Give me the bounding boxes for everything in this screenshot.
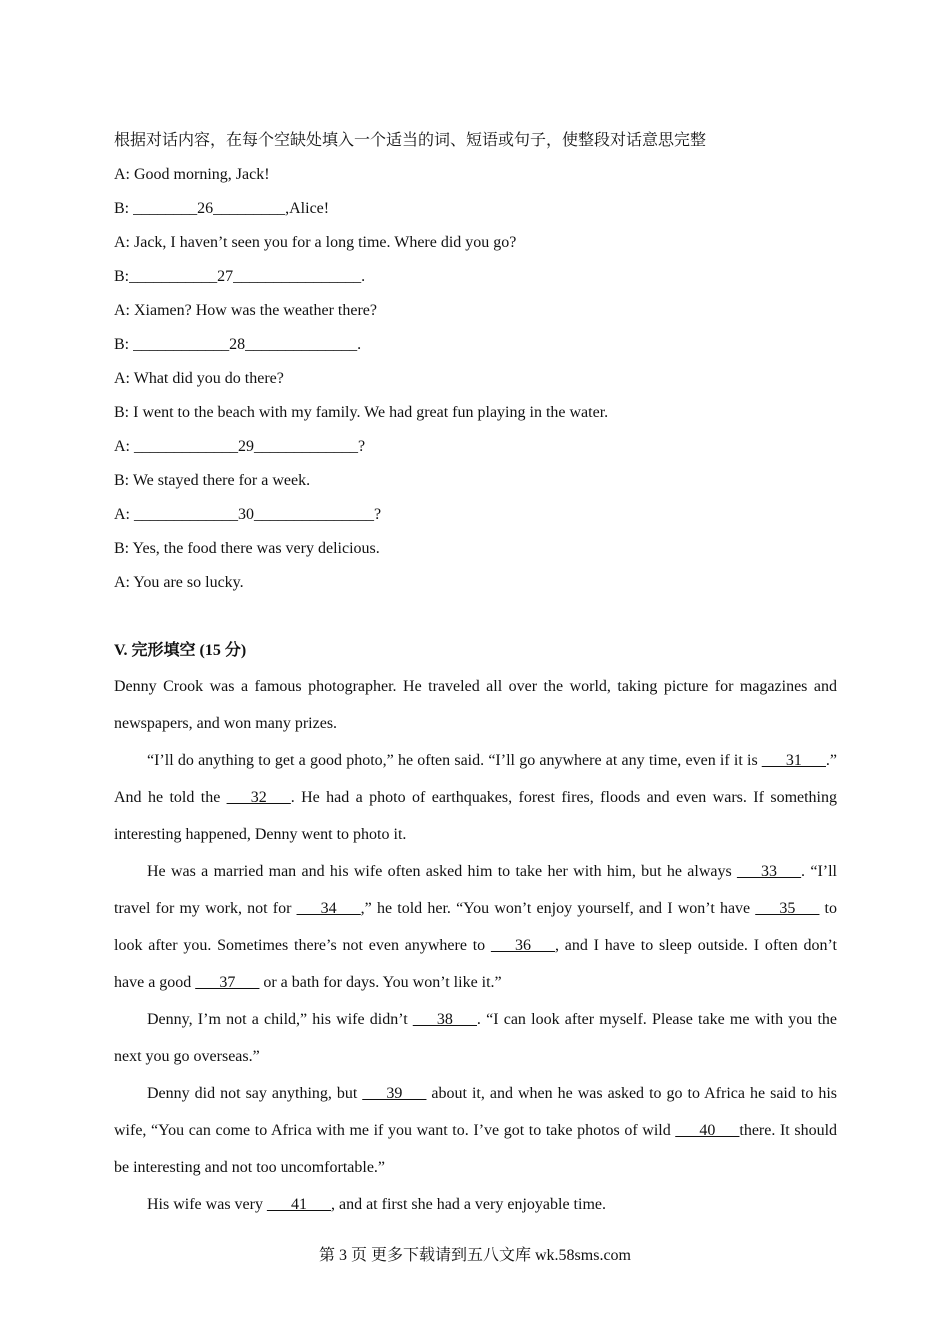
passage-paragraph-3 — [114, 853, 837, 1001]
text-span: , and at first she had a very enjoyable time. — [330, 1196, 606, 1213]
dialogue-line: B: ________26_________,Alice! — [114, 200, 330, 217]
dialogue-line: A: _____________29_____________? — [114, 438, 366, 455]
text-span: to look after you. Sometimes there’s not even anywhere to — [114, 900, 837, 954]
dialogue-line: A: You are so lucky. — [114, 574, 244, 591]
text-span: .” And he told the — [114, 752, 837, 806]
text-span: “I’ll do anything to get a good photo,” he often said. “I’ll go anywhere at any time, even if it is — [147, 752, 762, 769]
text-span: . “I can look after myself. Please take me with you the next you go overseas.” — [114, 1011, 838, 1065]
passage-paragraph-4 — [114, 1001, 837, 1075]
section-title: V. 完形填空 (15 分) — [114, 642, 247, 659]
passage-paragraph-6 — [114, 1186, 837, 1223]
blank-38: ___38___ — [412, 1011, 477, 1028]
passage-paragraph-1: Denny Crook was a famous photographer. He traveled all over the world, taking picture for magazines and newspapers, and won many prizes. — [114, 678, 837, 732]
text-span: about it, and when he was asked to go to Africa he said to his wife, “You can come to Africa with me if you want to. I’ve got to take photos of wild — [114, 1085, 838, 1139]
blank-39: ___39___ — [362, 1085, 427, 1102]
text-span: Denny did not say anything, but — [147, 1085, 363, 1102]
text-span: ,” he told her. “You won’t enjoy yourself, and I won’t have — [360, 900, 756, 917]
passage-paragraph-2 — [114, 742, 837, 853]
text-span: . He had a photo of earthquakes, forest fires, floods and even wars. If something interesting happened, Denny went to photo it. — [114, 789, 837, 843]
dialogue-line: B: I went to the beach with my family. We had great fun playing in the water. — [114, 404, 609, 421]
blank-40: ___40___ — [675, 1122, 740, 1139]
dialogue-line: A: Jack, I haven’t seen you for a long time. Where did you go? — [114, 234, 517, 251]
dialogue-line: A: Good morning, Jack! — [114, 166, 270, 183]
dialogue — [114, 158, 837, 600]
dialogue-line: A: Xiamen? How was the weather there? — [114, 302, 377, 319]
page-content — [114, 124, 837, 1223]
text-span: , and I have to sleep outside. I often don’t have a good — [114, 937, 837, 991]
page-footer: 第 3 页 更多下载请到五八文库 wk.58sms.com — [318, 1247, 631, 1264]
text-span: He was a married man and his wife often asked him to take her with him, but he always — [147, 863, 738, 880]
blank-34: ___34___ — [296, 900, 361, 917]
blank-31: ___31___ — [761, 752, 826, 769]
blank-35: ___35___ — [755, 900, 820, 917]
dialogue-instruction: 根据对话内容，在每个空缺处填入一个适当的词、短语或句子，使整段对话意思完整 — [114, 132, 707, 149]
dialogue-line: A: _____________30_______________? — [114, 506, 382, 523]
cloze-passage — [114, 668, 837, 1223]
dialogue-line: B:___________27________________. — [114, 268, 366, 285]
passage-paragraph-5 — [114, 1075, 837, 1186]
blank-41: ___41___ — [266, 1196, 331, 1213]
text-span: . “I’ll travel for my work, not for — [114, 863, 838, 917]
dialogue-line: B: Yes, the food there was very delicious. — [114, 540, 380, 557]
text-span: His wife was very — [147, 1196, 267, 1213]
blank-33: ___33___ — [737, 863, 802, 880]
text-span: Denny, I’m not a child,” his wife didn’t — [147, 1011, 413, 1028]
blank-37: ___37___ — [195, 974, 260, 991]
dialogue-line: A: What did you do there? — [114, 370, 284, 387]
blank-36: ___36___ — [490, 937, 555, 954]
blank-32: ___32___ — [226, 789, 291, 806]
text-span: there. It should be interesting and not too uncomfortable.” — [114, 1122, 838, 1176]
dialogue-line: B: ____________28______________. — [114, 336, 362, 353]
text-span: or a bath for days. You won’t like it.” — [259, 974, 502, 991]
dialogue-line: B: We stayed there for a week. — [114, 472, 311, 489]
